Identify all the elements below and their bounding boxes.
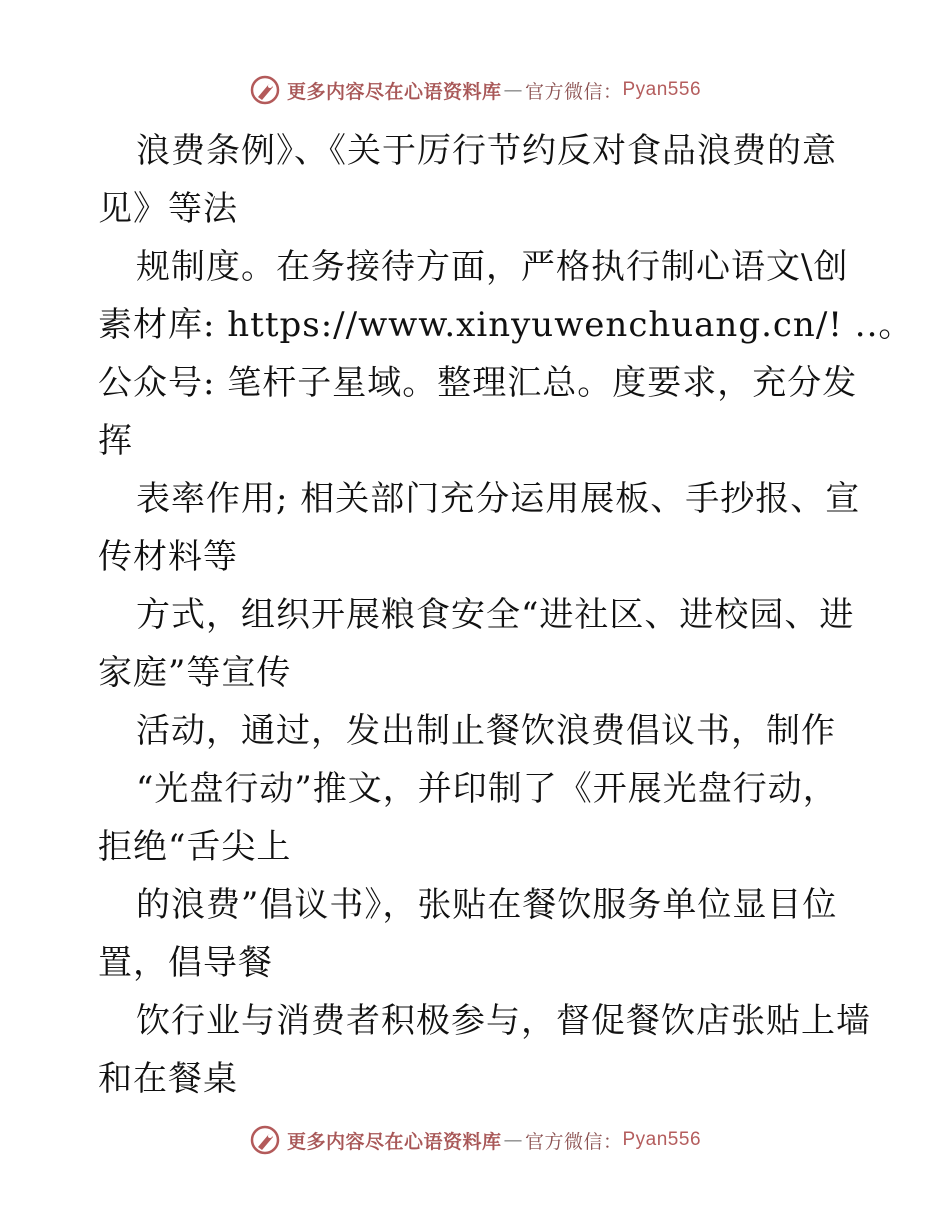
- pen-logo-icon: [249, 74, 281, 106]
- text-line: 规制度。在务接待方面，严格执行制心语文\创: [136, 247, 849, 287]
- watermark-dash: —: [503, 1129, 523, 1151]
- text-line: 公众号: 笔杆子星域。整理汇总。度要求，充分发: [98, 363, 858, 403]
- footer-watermark: [0, 1120, 950, 1160]
- watermark-brand: 更多内容尽在心语资料库: [286, 80, 502, 103]
- text-line: 的浪费”倡议书》，张贴在餐饮服务单位显目位: [136, 885, 838, 925]
- text-line: 方式，组织开展粮食安全“进社区、进校园、进: [136, 595, 855, 635]
- pen-logo-icon: [249, 1124, 281, 1156]
- watermark-dash: —: [503, 79, 523, 101]
- text-line: 见》等法: [98, 189, 238, 229]
- text-line: 传材料等: [98, 537, 238, 577]
- text-line: 挥: [98, 421, 133, 461]
- text-line: 饮行业与消费者积极参与，督促餐饮店张贴上墙: [136, 1001, 871, 1041]
- text-line: 家庭”等宣传: [98, 653, 292, 693]
- document-body: [98, 122, 914, 1108]
- text-line: 表率作用; 相关部门充分运用展板、手抄报、宣: [136, 479, 861, 519]
- text-line: 置，倡导餐: [98, 943, 273, 983]
- watermark-brand: 更多内容尽在心语资料库: [286, 1130, 502, 1153]
- text-line: “光盘行动”推文，并印制了《开展光盘行动，: [136, 769, 838, 809]
- watermark-wechat-label: 官方微信：: [524, 80, 623, 103]
- watermark-wechat-id: Pyan556: [622, 79, 702, 100]
- text-line: 拒绝“舌尖上: [98, 827, 292, 867]
- text-line: 浪费条例》、《关于厉行节约反对食品浪费的意: [136, 131, 837, 171]
- header-watermark: [0, 70, 950, 110]
- text-line: 素材库: https://www.xinyuwenchuang.cn/! ..。: [98, 305, 914, 345]
- watermark-wechat-label: 官方微信：: [524, 1130, 623, 1153]
- watermark-wechat-id: Pyan556: [622, 1129, 702, 1150]
- text-line: 和在餐桌: [98, 1059, 238, 1099]
- text-line: 活动，通过，发出制止餐饮浪费倡议书，制作: [136, 711, 836, 751]
